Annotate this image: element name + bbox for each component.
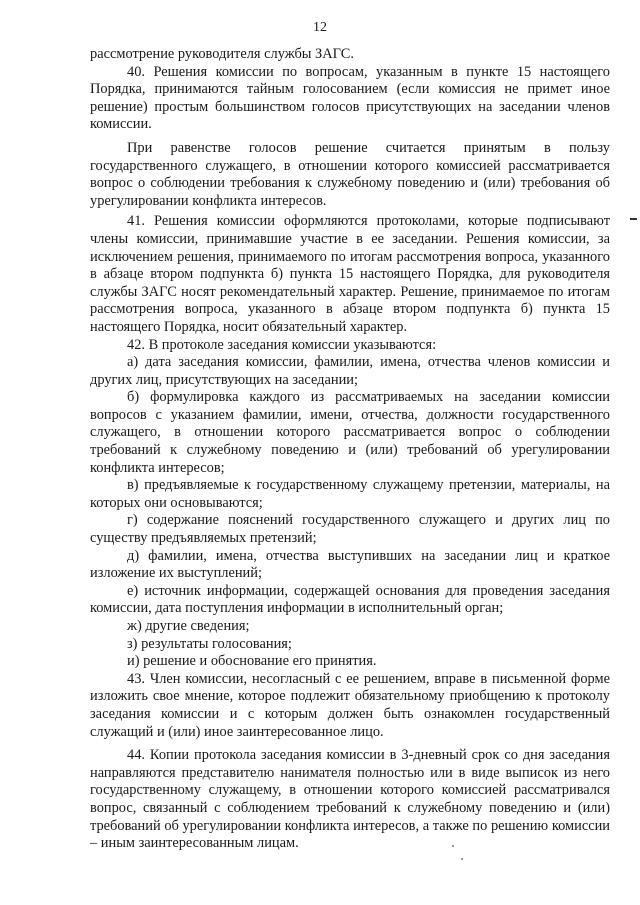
subitem-z: з) результаты голосования;	[127, 635, 292, 652]
scan-speck	[452, 845, 454, 847]
paragraph-continuation: рассмотрение руководителя службы ЗАГС.	[90, 46, 354, 62]
paragraph-item-40: 40. Решения комиссии по вопросам, указанным в пункте 15 настоящего Порядка, принимаются тайным голосованием (если комиссия не примет иное решение) простым большинством голосов присутствующих на заседании членов комиссии.	[90, 63, 610, 133]
subitem-d: д) фамилии, имена, отчества выступивших на заседании лиц и краткое изложение их выступлений;	[90, 547, 610, 582]
paragraph-item-41: 41. Решения комиссии оформляются протоколами, которые подписывают члены комиссии, принимавшие участие в ее заседании. Решения комиссии, за исключением решения, принимаемого по итогам рассмотрения вопроса, указанного в абзаце втором подпункта б) пункта 15 настоящего Порядка, для руководителя службы ЗАГС носят рекомендательный характер. Решение, принимаемое по итогам рассмотрения вопроса, указанного в абзаце втором подпункта б) пункта 15 настоящего Порядка, носит обязательный характер.	[90, 213, 610, 335]
subitem-e: е) источник информации, содержащей основания для проведения заседания комиссии, дата поступления информации в исполнительный орган;	[90, 582, 610, 617]
scan-margin-mark	[630, 218, 637, 220]
subitem-zh: ж) другие сведения;	[127, 618, 250, 634]
paragraph-item-43: 43. Член комиссии, несогласный с ее решением, вправе в письменной форме изложить свое мнение, которое подлежит обязательному приобщению к протоколу заседания комиссии и с которым должен быть ознакомлен государственный служащий и (или) иное заинтересованное лицо.	[90, 670, 610, 740]
subitem-g: г) содержание пояснений государственного служащего и других лиц по существу предъявляемых претензий;	[90, 512, 610, 547]
subitem-v: в) предъявляемые к государственному служащему претензии, материалы, на которых они основываются;	[90, 477, 610, 511]
subitem-i: и) решение и обоснование его принятия.	[127, 653, 377, 670]
subitem-b: б) формулировка каждого из рассматриваемых на заседании комиссии вопросов с указанием фамилии, имени, отчества, должности государственного служащего, в отношении которого рассматривается вопрос о соблюдении требований к служебному поведению и (или) требований об урегулировании конфликта интересов;	[90, 389, 610, 476]
document-body	[90, 46, 610, 853]
paragraph-equal-votes: При равенстве голосов решение считается принятым в пользу государственного служащего, в отношении которого комиссией рассматривается вопрос о соблюдении требования к служебному поведению и (или) требования об урегулировании конфликта интересов.	[90, 139, 610, 209]
paragraph-item-42: 42. В протоколе заседания комиссии указываются:	[127, 336, 437, 353]
paragraph-item-44: 44. Копии протокола заседания комиссии в 3-дневный срок со дня заседания направляются представителю нанимателя полностью или в виде выписок из него государственному служащему, в отношении которого комиссией рассматривался вопрос, связанный с соблюдением требований к служебному поведению и (или) требований об урегулировании конфликта интересов, а также по решению комиссии – иным заинтересованным лицам.	[90, 747, 610, 852]
scan-speck	[461, 858, 463, 860]
page-number: 12	[313, 20, 327, 35]
subitem-a: а) дата заседания комиссии, фамилии, имена, отчества членов комиссии и других лиц, присутствующих на заседании;	[90, 354, 610, 388]
